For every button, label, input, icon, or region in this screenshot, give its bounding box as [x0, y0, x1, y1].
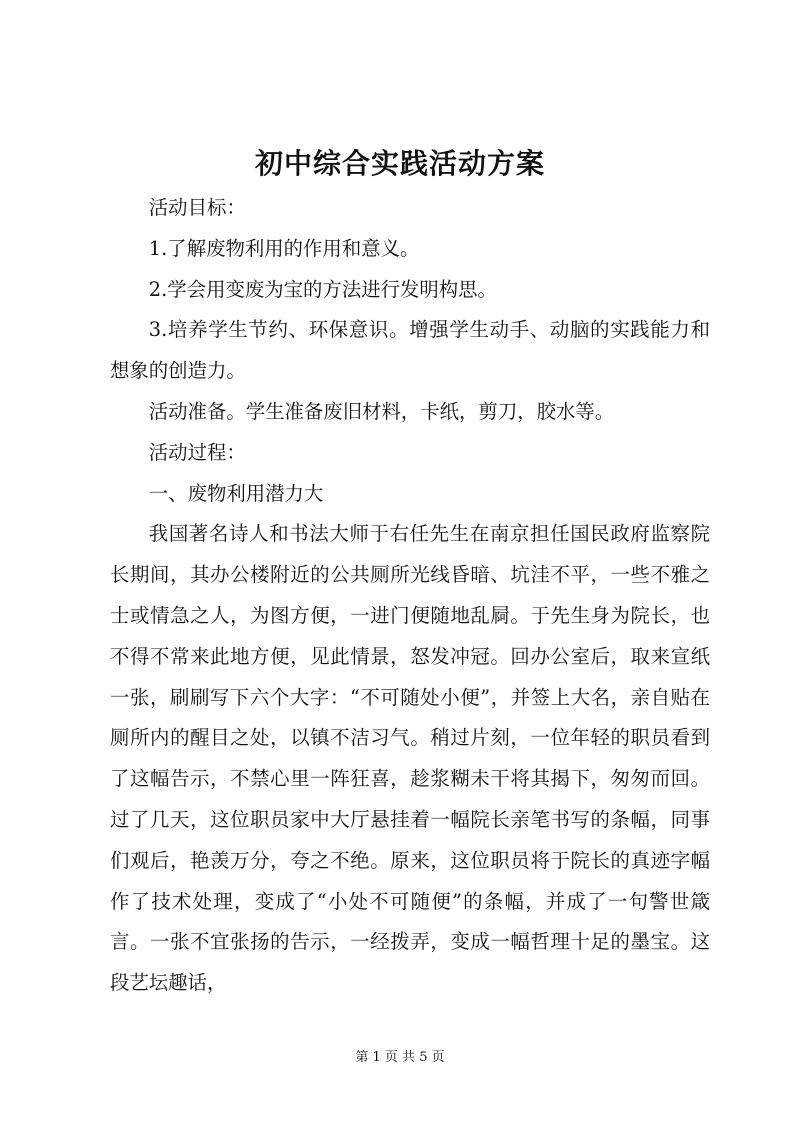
page-footer: 第 1 页 共 5 页: [355, 1050, 445, 1065]
document-title: 初中综合实践活动方案: [254, 147, 545, 180]
paragraph-goal-2: 2.学会用变废为宝的方法进行发明构思。: [148, 277, 497, 301]
paragraph-activity-goals-heading: 活动目标：: [148, 196, 246, 219]
document-body: [110, 188, 710, 1004]
paragraph-goal-3: 3.培养学生节约、环保意识。增强学生动手、动脑的实践能力和想象的创造力。: [110, 318, 710, 383]
paragraph-activity-process-heading: 活动过程：: [148, 440, 246, 464]
paragraph-activity-preparation: 活动准备。学生准备废旧材料，卡纸，剪刀，胶水等。: [148, 399, 615, 423]
paragraph-story: 我国著名诗人和书法大师于右任先生在南京担任国民政府监察院长期间，其办公楼附近的公共厕所光线昏暗、坑洼不平，一些不雅之士或情急之人，为图方便，一进门便随地乱屙。于先生身为院长，也不得不常来此地方便，见此情景，怒发冲冠。回办公室后，取来宣纸一张，刷刷写下六个大字：“不可随处小便”，并签上大名，亲自贴在厕所内的醒目之处，以镇不洁习气。稍过片刻，一位年轻的职员看到了这幅告示，不禁心里一阵狂喜，趁浆糊未干将其揭下，匆匆而回。过了几天，这位职员家中大厅悬挂着一幅院长亲笔书写的条幅，同事们观后，艳羡万分，夸之不绝。原来，这位职员将于院长的真迹字幅作了技术处理，变成了“小处不可随便”的条幅，并成了一句警世箴言。一张不宜张扬的告示，一经拨弄，变成一幅哲理十足的墨宝。这段艺坛趣话，: [110, 522, 710, 995]
paragraph-goal-1: 1.了解废物利用的作用和意义。: [148, 236, 420, 260]
paragraph-section-1-heading: 一、废物利用潜力大: [148, 481, 324, 505]
